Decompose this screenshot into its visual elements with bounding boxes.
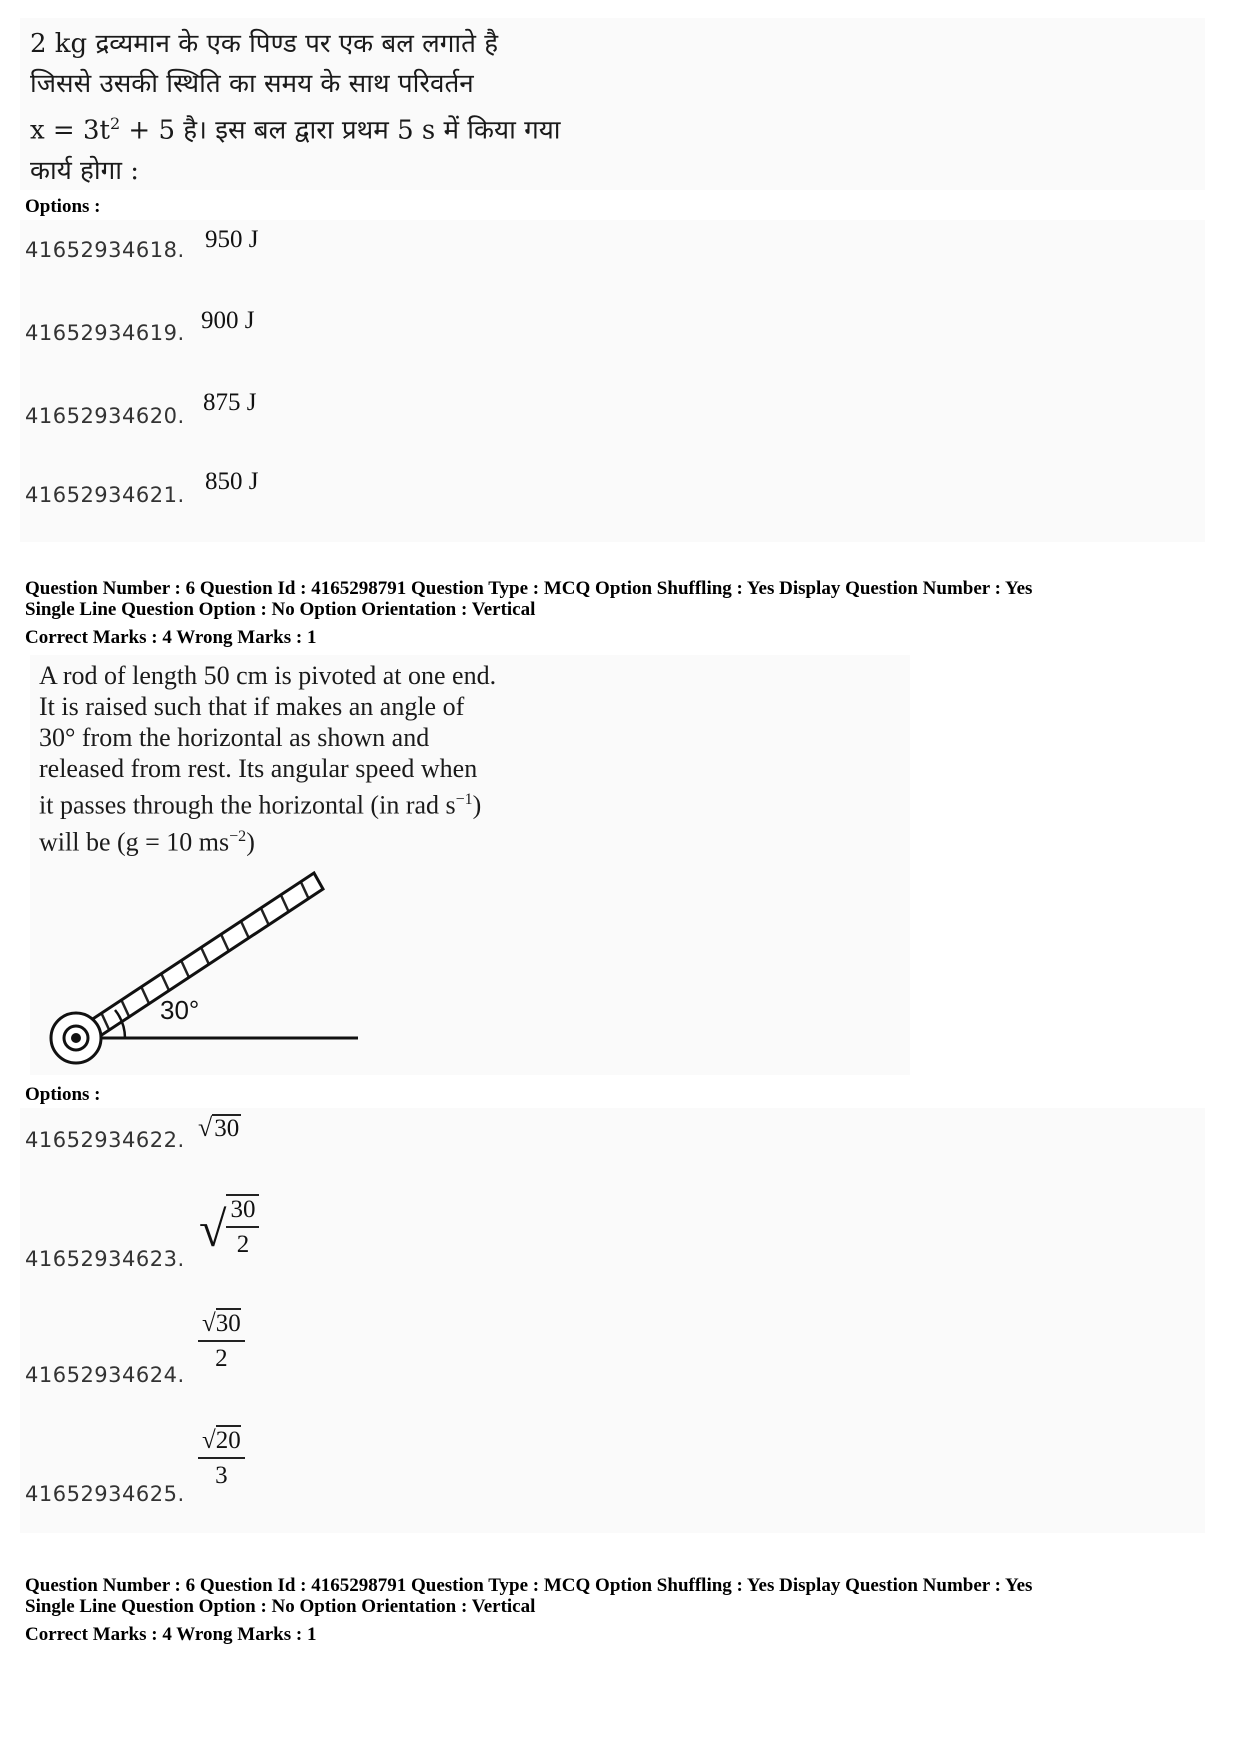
pivot-dot [71, 1033, 81, 1043]
text-part: ) [246, 827, 255, 857]
equation-part: x = 3t [30, 115, 110, 146]
question-6-text [39, 660, 496, 857]
option-value[interactable] [199, 1190, 259, 1268]
option-id: 41652934622. [25, 1128, 185, 1152]
option-id: 41652934620. [25, 404, 185, 428]
angle-label: 30° [160, 995, 200, 1025]
question-meta-line: Single Line Question Option : No Option Orientation : Vertical [25, 1596, 536, 1617]
option-id: 41652934619. [25, 321, 185, 345]
question-text-line [39, 821, 496, 858]
fraction-numerator [198, 1427, 245, 1459]
sqrt-symbol-icon: √ [199, 1201, 227, 1257]
option-value[interactable]: 850 J [205, 468, 259, 495]
question-meta-line: Single Line Question Option : No Option Orientation : Vertical [25, 599, 536, 620]
sqrt-body [226, 1194, 259, 1260]
rod-figure [40, 860, 370, 1070]
question-text-line: released from rest. Its angular speed when [39, 754, 478, 783]
options-panel [20, 220, 1205, 542]
question-meta-line: Question Number : 6 Question Id : 4165298791 Question Type : MCQ Option Shuffling : Yes Display Question Number : Yes [25, 578, 1033, 599]
sqrt-symbol-icon: √ [202, 1310, 216, 1337]
option-id: 41652934624. [25, 1363, 185, 1387]
question-text-line: It is raised such that if makes an angle of [39, 692, 465, 721]
question-text-line [39, 784, 496, 821]
radicand: 20 [215, 1427, 241, 1454]
option-value[interactable] [198, 1427, 245, 1491]
option-value[interactable]: 875 J [203, 389, 257, 416]
sqrt-symbol-icon: √ [198, 1113, 213, 1142]
question-text-line: A rod of length 50 cm is pivoted at one end. [39, 661, 497, 690]
exponent: 2 [109, 114, 121, 133]
options-label: Options : [25, 1084, 101, 1105]
question-5-text [30, 24, 561, 191]
fraction-denominator: 2 [215, 1345, 228, 1372]
sqrt-symbol-icon: √ [202, 1427, 216, 1454]
question-text-line: कार्य होगा : [30, 155, 139, 186]
fraction-numerator [198, 1310, 245, 1342]
rod [76, 873, 323, 1046]
question-marks: Correct Marks : 4 Wrong Marks : 1 [25, 627, 317, 648]
fraction-numerator: 30 [226, 1196, 259, 1228]
question-marks: Correct Marks : 4 Wrong Marks : 1 [25, 1624, 317, 1645]
text-part: ) [472, 790, 482, 820]
option-value[interactable]: 900 J [201, 307, 255, 334]
exponent: −1 [455, 791, 473, 808]
option-id: 41652934623. [25, 1247, 185, 1271]
question-text-line [30, 104, 561, 151]
option-id: 41652934621. [25, 483, 185, 507]
option-value[interactable] [198, 1310, 245, 1374]
radicand: 30 [214, 1115, 240, 1142]
options-label: Options : [25, 196, 101, 217]
option-id: 41652934618. [25, 238, 185, 262]
text-part: it passes through the horizontal (in rad s [39, 790, 456, 820]
option-id: 41652934625. [25, 1482, 185, 1506]
option-value[interactable]: 950 J [205, 226, 259, 253]
question-text-line: जिससे उसकी स्थिति का समय के साथ परिवर्तन [30, 69, 474, 99]
fraction-denominator: 2 [236, 1231, 250, 1258]
equation-part: + 5 है। इस बल द्वारा प्रथम 5 s में किया गया [120, 115, 561, 146]
fraction [226, 1196, 259, 1260]
question-text-line: 30° from the horizontal as shown and [39, 723, 430, 752]
text-part: will be (g = 10 ms [39, 827, 230, 857]
fraction-denominator: 3 [215, 1462, 228, 1489]
option-value[interactable] [198, 1114, 241, 1142]
question-text-line: 2 kg द्रव्यमान के एक पिण्ड पर एक बल लगाते है [30, 29, 499, 59]
exponent: −2 [229, 827, 247, 845]
radicand: 30 [215, 1310, 241, 1337]
fraction [198, 1427, 245, 1491]
fraction [198, 1310, 245, 1374]
question-meta-line: Question Number : 6 Question Id : 4165298791 Question Type : MCQ Option Shuffling : Yes Display Question Number : Yes [25, 1575, 1033, 1596]
